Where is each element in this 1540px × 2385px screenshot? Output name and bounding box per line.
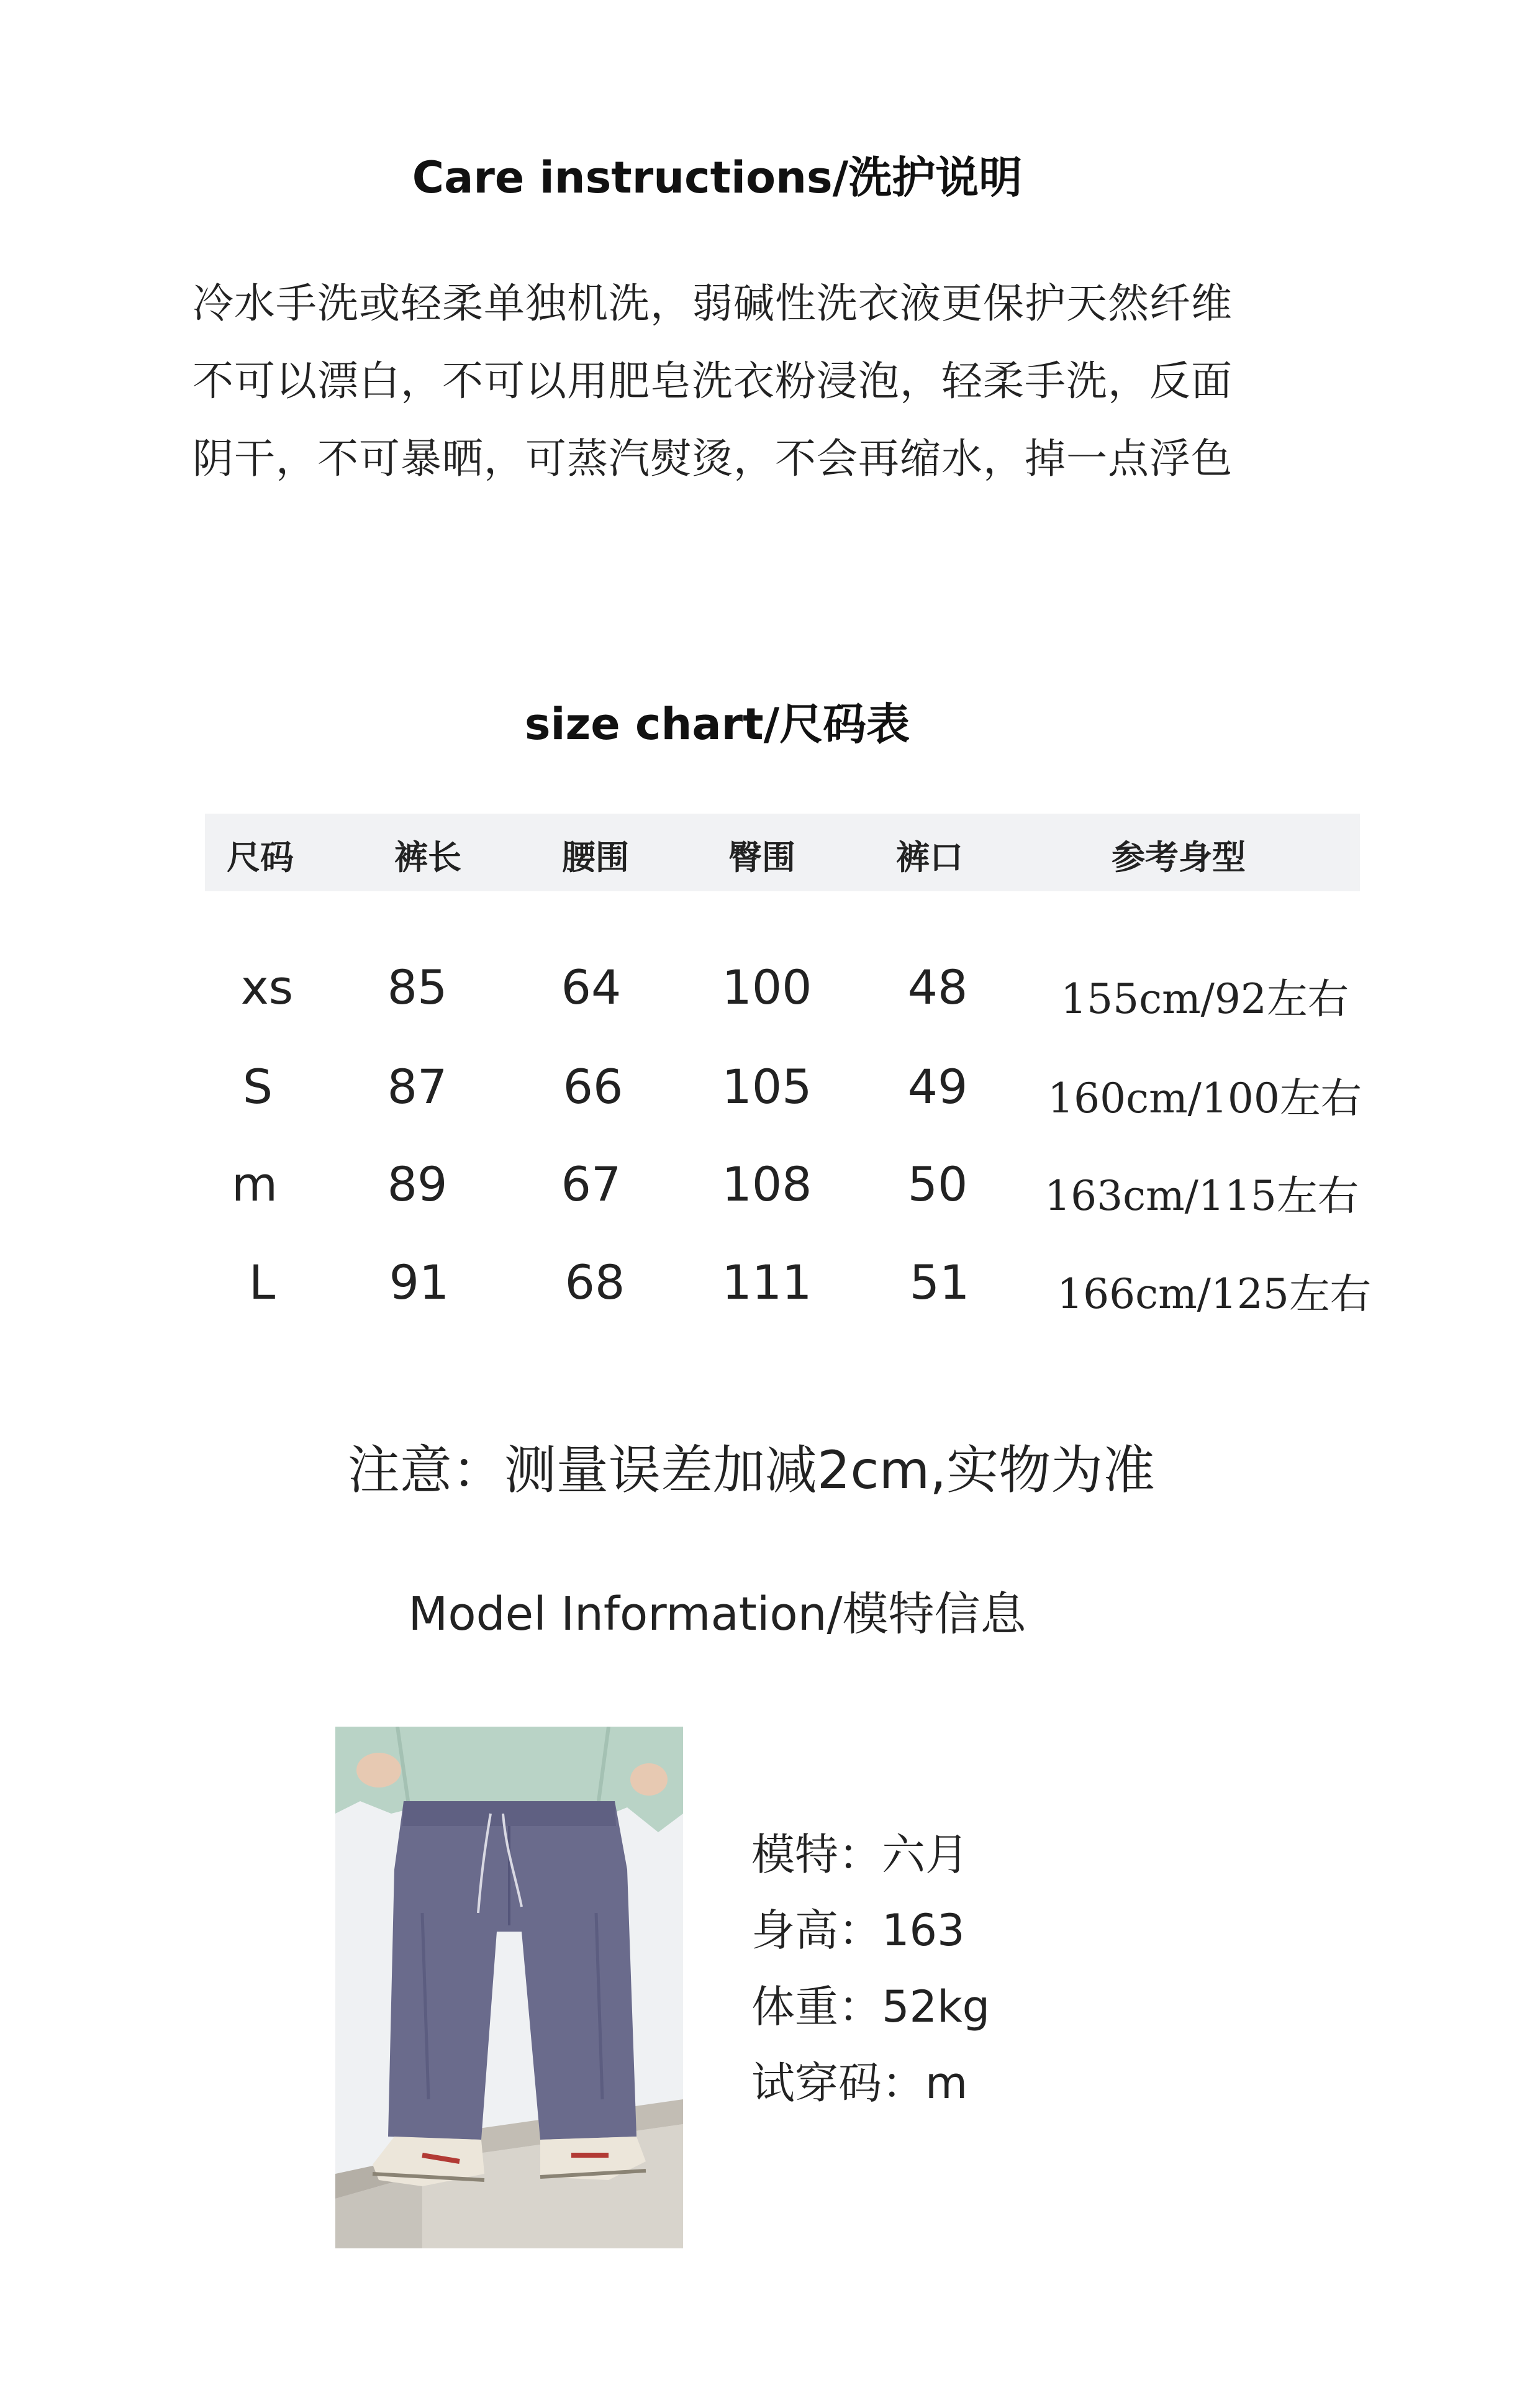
- row-l-size: L: [248, 1255, 276, 1310]
- care-line-2: 不可以漂白，不可以用肥皂洗衣粉浸泡，轻柔手洗，反面: [192, 357, 1233, 405]
- measurement-note: 注意：测量误差加减2cm,实物为准: [347, 1440, 1156, 1501]
- row-xs-size: xs: [240, 960, 294, 1015]
- row-s-length: 87: [387, 1059, 448, 1114]
- row-l-length: 91: [389, 1255, 450, 1310]
- row-l-hem: 51: [909, 1255, 970, 1310]
- header-hem: 裤口: [896, 838, 963, 877]
- model-height: [751, 1896, 965, 1958]
- row-m-hem: 50: [907, 1156, 968, 1212]
- header-hip: 臀围: [728, 838, 795, 877]
- row-s-reference: 160cm/100左右: [1048, 1074, 1362, 1122]
- model-height-label: 身高：: [751, 1905, 882, 1956]
- care-title: Care instructions/洗护说明: [412, 152, 1023, 203]
- model-photo: [335, 1727, 683, 2248]
- model-name: [751, 1820, 969, 1883]
- row-s-hem: 49: [907, 1059, 968, 1114]
- model-size: [751, 2048, 967, 2111]
- row-m-reference: 163cm/115左右: [1044, 1172, 1359, 1220]
- row-l-reference: 166cm/125左右: [1057, 1270, 1371, 1318]
- model-weight: [751, 1972, 990, 2035]
- care-line-1: 冷水手洗或轻柔单独机洗，弱碱性洗衣液更保护天然纤维: [192, 279, 1233, 327]
- row-m-length: 89: [387, 1156, 448, 1212]
- row-l-hip: 111: [722, 1255, 812, 1310]
- row-s-hip: 105: [722, 1059, 812, 1114]
- model-weight-label: 体重：: [751, 1981, 882, 2032]
- row-xs-length: 85: [387, 960, 448, 1015]
- row-l-waist: 68: [564, 1255, 625, 1310]
- row-xs-hem: 48: [907, 960, 968, 1015]
- header-length: 裤长: [394, 838, 461, 877]
- model-name-label: 模特：: [751, 1829, 882, 1880]
- row-xs-hip: 100: [722, 960, 812, 1015]
- row-s-waist: 66: [563, 1059, 623, 1114]
- row-s-size: S: [242, 1059, 273, 1114]
- care-line-3: 阴干，不可暴晒，可蒸汽熨烫，不会再缩水，掉一点浮色: [192, 435, 1233, 483]
- size-chart-title: size chart/尺码表: [524, 699, 910, 750]
- model-height-value: 163: [882, 1905, 965, 1956]
- model-info-title: Model Information/模特信息: [408, 1588, 1026, 1641]
- row-m-size: m: [231, 1156, 278, 1212]
- model-size-value: m: [925, 2058, 968, 2109]
- header-size: 尺码: [227, 838, 294, 877]
- header-waist: 腰围: [562, 838, 629, 877]
- row-xs-waist: 64: [561, 960, 622, 1015]
- model-name-value: 六月: [882, 1829, 969, 1880]
- row-m-waist: 67: [561, 1156, 622, 1212]
- model-weight-value: 52kg: [882, 1981, 990, 2032]
- model-size-label: 试穿码：: [751, 2058, 925, 2109]
- row-m-hip: 108: [722, 1156, 812, 1212]
- row-xs-reference: 155cm/92左右: [1061, 975, 1349, 1023]
- header-reference: 参考身型: [1112, 838, 1246, 877]
